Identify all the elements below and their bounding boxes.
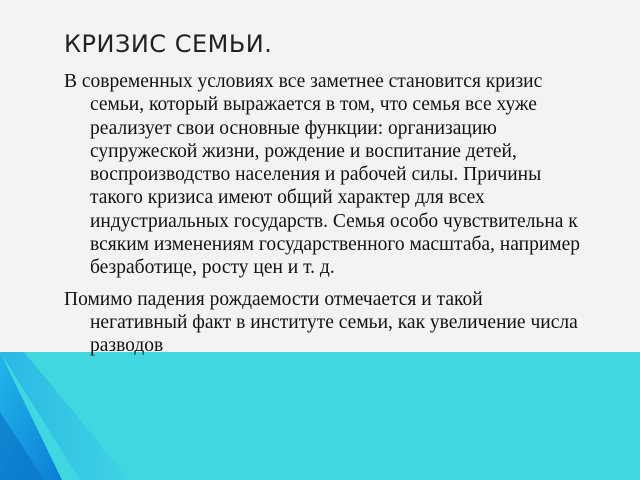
body-paragraph: В современных условиях все заметнее становится кризис семьи, который выражается в том, что семья все хуже реализует свои основные функции: организацию супружеской жизни, рождение и воспитание детей, воспроизводство населения и рабочей силы. Причины такого кризиса имеют общий характер для всех индустриальных государств. Семья особо чувствительна к всяким изменениям государственного масштаба, например безработице, росту цен и т. д. (64, 71, 580, 279)
decorative-wave-background (0, 352, 640, 480)
slide-title: КРИЗИС СЕМЬИ. (64, 30, 273, 58)
body-paragraph: Помимо падения рождаемости отмечается и такой негативный факт в институте семьи, как увеличение числа разводов (64, 288, 578, 357)
slide-body (64, 70, 584, 358)
